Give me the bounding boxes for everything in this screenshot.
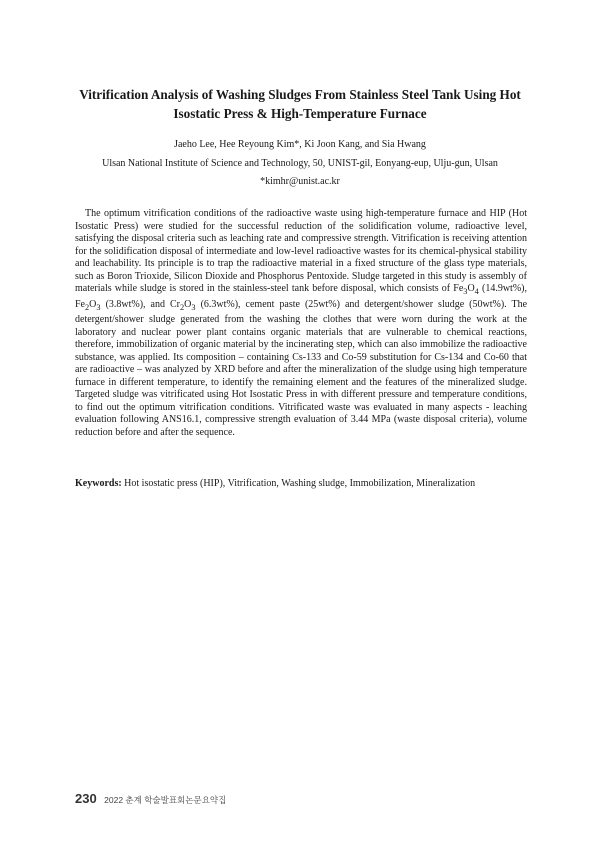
keywords-line	[75, 477, 527, 490]
keywords-label: Keywords:	[75, 478, 122, 489]
author-list: Jaeho Lee, Hee Reyoung Kim*, Ki Joon Kang, and Sia Hwang	[174, 139, 426, 150]
keywords-text: Hot isostatic press (HIP), Vitrification, Washing sludge, Immobilization, Mineralization	[121, 478, 476, 489]
page-number: 230	[75, 791, 97, 806]
abstract-text-3: (3.8wt%), and Cr	[100, 298, 180, 310]
fe2o3-sub-2: 2	[85, 302, 90, 312]
abstract-text-2: (14.9wt%), Fe	[75, 283, 527, 310]
paper-title: Vitrification Analysis of Washing Sludges From Stainless Steel Tank Using Hot Isostatic Press & High-Temperature Furnace	[79, 87, 521, 121]
cr2o3-sub-3: 3	[191, 302, 196, 312]
affiliation: Ulsan National Institute of Science and Technology, 50, UNIST-gil, Eonyang-eup, Ulju-gun, Ulsan	[102, 158, 498, 169]
cr2o3-sub-2: 2	[180, 302, 185, 312]
abstract-text-1: The optimum vitrification conditions of the radioactive waste using high-temperature furnace and HIP (Hot Isostatic Press) were studied for the successful reduction of the solidification volume, radioactive level, satisfying the disposal criteria such as leaching rate and compressive strength. Vitrification is receiving attention for the solidification disposal of intermediate and low-level radioactive wastes for its chemical-physical stability and leachability. Its principle is to trap the radioactive material in a fixed structure of the glass type materials, such as Boron Trioxide, Silicon Dioxide and Phosphorus Pentoxide. Sludge targeted in this study is assembly of materials while sludge is stored in the stainless-steel tank before disposal, which consists of Fe	[75, 208, 527, 294]
fe2o3-sub-3: 3	[96, 302, 101, 312]
fe2o3-o: O	[89, 298, 97, 310]
page-footer	[75, 790, 226, 808]
cr2o3-o: O	[184, 298, 192, 310]
fe3o4-sub-3: 3	[463, 287, 468, 296]
proceedings-name: 2022 춘계 학술발표회논문요약집	[104, 795, 227, 805]
corresponding-email: *kimhr@unist.ac.kr	[260, 176, 340, 187]
abstract-text-4: (6.3wt%), cement paste (25wt%) and detergent/shower sludge (50wt%). The detergent/shower sludge generated from the washing the clothes that were worn during the work at the laboratory and nuclear power plant contains organic materials that are vulnerable to chemical reactions, therefore, immobilization of organic material by the incinerating step, which can also immobilize the radioactive substance, was applied. Its composition – containing Cs-133 and Co-59 substitution for Cs-134 and Co-60 that are radioactive – was analyzed by XRD before and after the mineralization of the sludge using high temperature furnace in different temperature, to identify the remaining element and the features of the mineralized sludge. Targeted sludge was vitrificated using Hot Isostatic Press in with different pressure and temperature conditions, to find out the optimum vitrification conditions. Vitrificated waste was evaluated in many aspects - leaching evaluation following ANS16.1, compressive strength evaluation of 3.44 MPa (waste disposal criteria), volume reduction before and after the sequence.	[75, 298, 528, 438]
fe3o4-sub-4: 4	[474, 287, 479, 296]
fe3o4-o: O	[467, 283, 475, 294]
abstract-body	[75, 208, 527, 439]
